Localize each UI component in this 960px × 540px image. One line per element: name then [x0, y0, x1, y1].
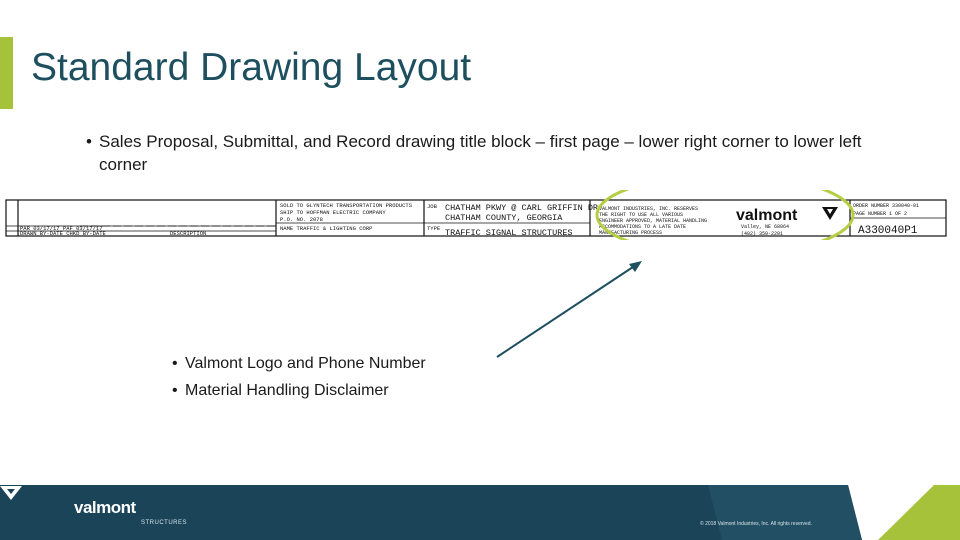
tb-phone: (402) 359-2201: [741, 231, 784, 237]
tb-rev-line1: PAR 03/17/17 PAF 03/17/17: [20, 225, 103, 232]
copyright-text: © 2018 Valmont Industries, Inc. All rights reserved.: [700, 521, 812, 527]
footer-logo-mark-icon: [0, 485, 22, 501]
tb-disclaimer-3: ENGINEER APPROVED, MATERIAL HANDLING: [599, 218, 708, 224]
tb-order-label: ORDER NUMBER 330040-01: [853, 203, 920, 209]
tb-sold-to: SOLD TO GLYNTECH TRANSPORTATION PRODUCTS: [280, 202, 413, 209]
sub-bullet-logo-phone: [172, 354, 426, 374]
tb-description-label: DESCRIPTION: [170, 230, 207, 237]
sub-bullet-text: Valmont Logo and Phone Number: [185, 355, 426, 372]
tb-type-value: TRAFFIC SIGNAL STRUCTURES: [445, 228, 573, 238]
tb-disclaimer-5: MANUFACTURING PROCESS: [599, 230, 663, 236]
tb-disclaimer-2: THE RIGHT TO USE ALL VARIOUS: [599, 212, 684, 218]
sub-bullet-disclaimer: [172, 381, 389, 401]
bullet-dot: •: [86, 132, 92, 151]
tb-address: Valley, NE 68064: [741, 224, 790, 230]
tb-ship-to: SHIP TO HOFFMAN ELECTRIC COMPANY: [280, 209, 386, 216]
tb-po: P.O. NO. 2078: [280, 216, 323, 223]
bullet-dot: •: [172, 355, 178, 372]
tb-location-1: CHATHAM PKWY @ CARL GRIFFIN DR: [445, 203, 599, 213]
tb-location-2: CHATHAM COUNTY, GEORGIA: [445, 213, 563, 223]
tb-name: NAME TRAFFIC & LIGHTING CORP: [280, 225, 373, 232]
tb-job-label: JOB: [427, 203, 437, 210]
footer-logo-sub: STRUCTURES: [141, 520, 188, 526]
tb-disclaimer-4: ACCOMMODATIONS TO A LATE DATE: [599, 224, 687, 230]
footer-logo-text: valmont: [74, 498, 136, 517]
sub-bullet-text: Material Handling Disclaimer: [185, 382, 389, 399]
tb-disclaimer-1: VALMONT INDUSTRIES, INC. RESERVES: [599, 206, 699, 212]
footer-shapes: [0, 485, 960, 540]
tb-type-label: TYPE: [427, 225, 441, 232]
tb-page-label: PAGE NUMBER 1 OF 2: [853, 211, 908, 217]
main-bullet-text: Sales Proposal, Submittal, and Record drawing title block – first page – lower right corner to lower left corner: [99, 132, 862, 174]
tb-valmont-logo-text: valmont: [736, 207, 798, 224]
tb-rev-line2: DRAWN BY-DATE CHKD BY-DATE: [20, 230, 106, 237]
bullet-dot: •: [172, 382, 178, 399]
slide-title: Standard Drawing Layout: [31, 46, 472, 89]
tb-drawing-number: A330040P1: [858, 225, 918, 237]
footer-band: [0, 485, 960, 540]
